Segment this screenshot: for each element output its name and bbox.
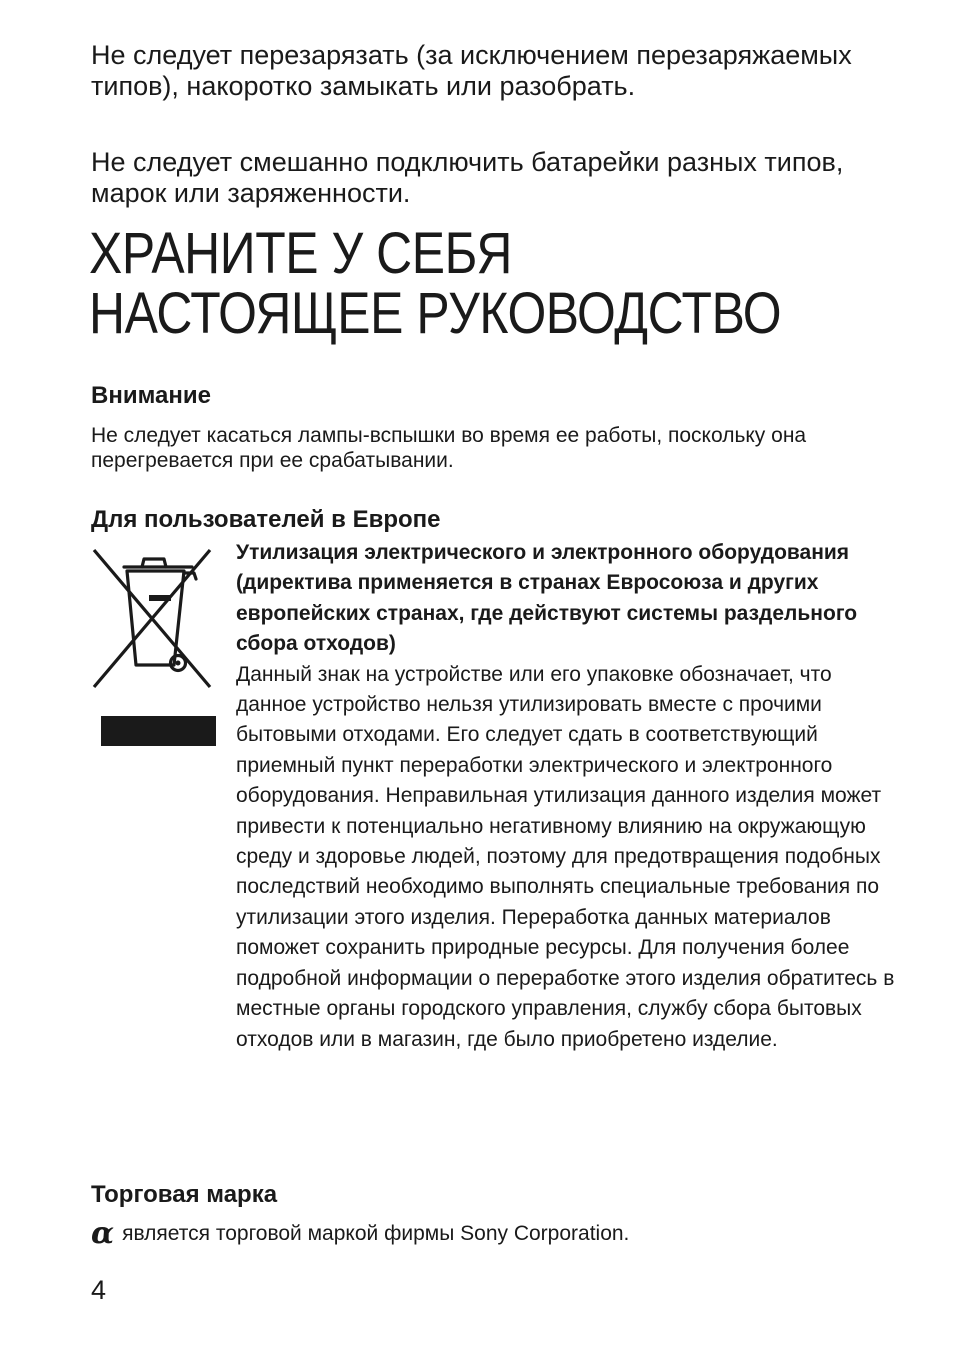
weee-disposal-body: Данный знак на устройстве или его упаковке обозначает, что данное устройство нельзя утилизировать вместе с прочими бытовыми отходами. Его следует сдать в соответствующий приемный пункт переработки электрического и электронного оборудования. Неправильная утилизация данного изделия может привести к потенциально негативному влиянию на окружающую среду и здоровье людей, поэтому для предотвращения подобных последствий необходимо выполнять специальные требования по утилизации этого изделия. Переработка данных материалов поможет сохранить природные ресурсы. Для получения более подробной информации о переработке этого изделия обратитесь в местные органы городского управления, службу сбора бытовых отходов или в магазин, где было приобретено изделие. <box>236 662 895 1051</box>
weee-disposal-text <box>236 538 896 1055</box>
europe-heading: Для пользователей в Европе <box>91 506 441 533</box>
weee-disposal-title: Утилизация электрического и электронного оборудования (директива применяется в странах Евросоюза и других европейских странах, где действуют системы раздельного сбора отходов) <box>236 541 858 656</box>
crossed-out-wheelie-bin-icon <box>92 545 216 695</box>
page-title-line-1: ХРАНИТЕ У СЕБЯ <box>89 221 512 286</box>
battery-mixing-paragraph: Не следует смешанно подключить батарейки разных типов, марок или заряженности. <box>91 147 844 208</box>
trademark-heading: Торговая марка <box>91 1181 278 1208</box>
page-title <box>89 221 782 346</box>
trademark-line <box>91 1216 630 1251</box>
page-number: 4 <box>91 1275 107 1305</box>
alpha-logo-icon: α <box>91 1216 115 1251</box>
trademark-text: является торговой маркой фирмы Sony Corporation. <box>122 1222 630 1245</box>
battery-warning-paragraph: Не следует перезарязать (за исключением перезаряжаемых типов), накоротко замыкать или разобрать. <box>91 40 852 101</box>
page-title-line-2: НАСТОЯЩЕЕ РУКОВОДСТВО <box>89 281 782 346</box>
warning-text: Не следует касаться лампы-вспышки во время ее работы, поскольку она перегревается при ее срабатывании. <box>91 424 807 472</box>
warning-heading: Внимание <box>91 382 211 409</box>
weee-bar-symbol <box>101 716 216 746</box>
